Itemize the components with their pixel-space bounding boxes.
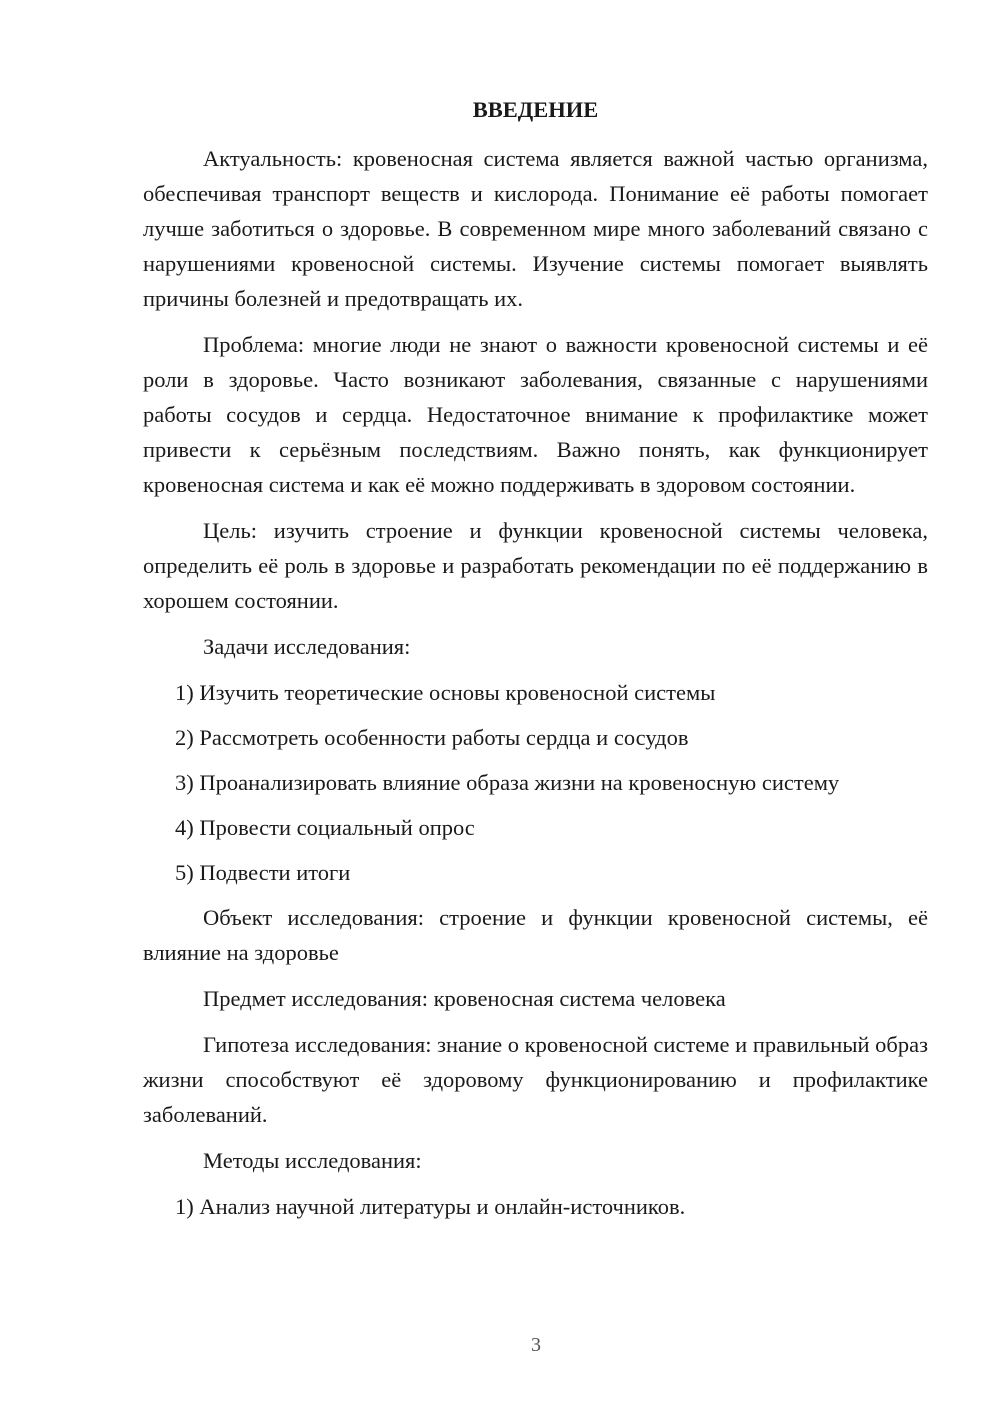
method-item: 1) Анализ научной литературы и онлайн-источников. bbox=[175, 1194, 686, 1219]
object-paragraph: Объект исследования: строение и функции кровеносной системы, её влияние на здоровье bbox=[143, 905, 928, 965]
page-number: 3 bbox=[531, 1334, 541, 1356]
goal-paragraph: Цель: изучить строение и функции кровеносной системы человека, определить её роль в здоровье и разработать рекомендации по её поддержанию в хорошем состоянии. bbox=[143, 518, 928, 613]
subject-paragraph: Предмет исследования: кровеносная система человека bbox=[203, 986, 726, 1011]
tasks-heading: Задачи исследования: bbox=[203, 634, 411, 659]
task-item: 1) Изучить теоретические основы кровеносной системы bbox=[175, 680, 716, 705]
section-title: ВВЕДЕНИЕ bbox=[472, 97, 599, 122]
task-item: 4) Провести социальный опрос bbox=[175, 815, 475, 840]
page-content bbox=[143, 92, 928, 1234]
problem-paragraph: Проблема: многие люди не знают о важности кровеносной системы и её роли в здоровье. Часто возникают заболевания, связанные с нарушениями работы сосудов и сердца. Недостаточное внимание к профилактике может привести к серьёзным последствиям. Важно понять, как функционирует кровеносная система и как её можно поддерживать в здоровом состоянии. bbox=[143, 332, 928, 497]
tasks-list bbox=[143, 675, 928, 890]
relevance-paragraph: Актуальность: кровеносная система является важной частью организма, обеспечивая транспорт веществ и кислорода. Понимание её работы помогает лучше заботиться о здоровье. В современном мире много заболеваний связано с нарушениями кровеносной системы. Изучение системы помогает выявлять причины болезней и предотвращать их. bbox=[143, 146, 928, 311]
task-item: 2) Рассмотреть особенности работы сердца и сосудов bbox=[175, 725, 689, 750]
task-item: 5) Подвести итоги bbox=[175, 860, 351, 885]
hypothesis-paragraph: Гипотеза исследования: знание о кровеносной системе и правильный образ жизни способствуют её здоровому функционированию и профилактике заболеваний. bbox=[143, 1032, 928, 1127]
methods-list bbox=[143, 1189, 928, 1224]
methods-heading: Методы исследования: bbox=[203, 1148, 422, 1173]
task-item: 3) Проанализировать влияние образа жизни на кровеносную систему bbox=[175, 770, 840, 795]
